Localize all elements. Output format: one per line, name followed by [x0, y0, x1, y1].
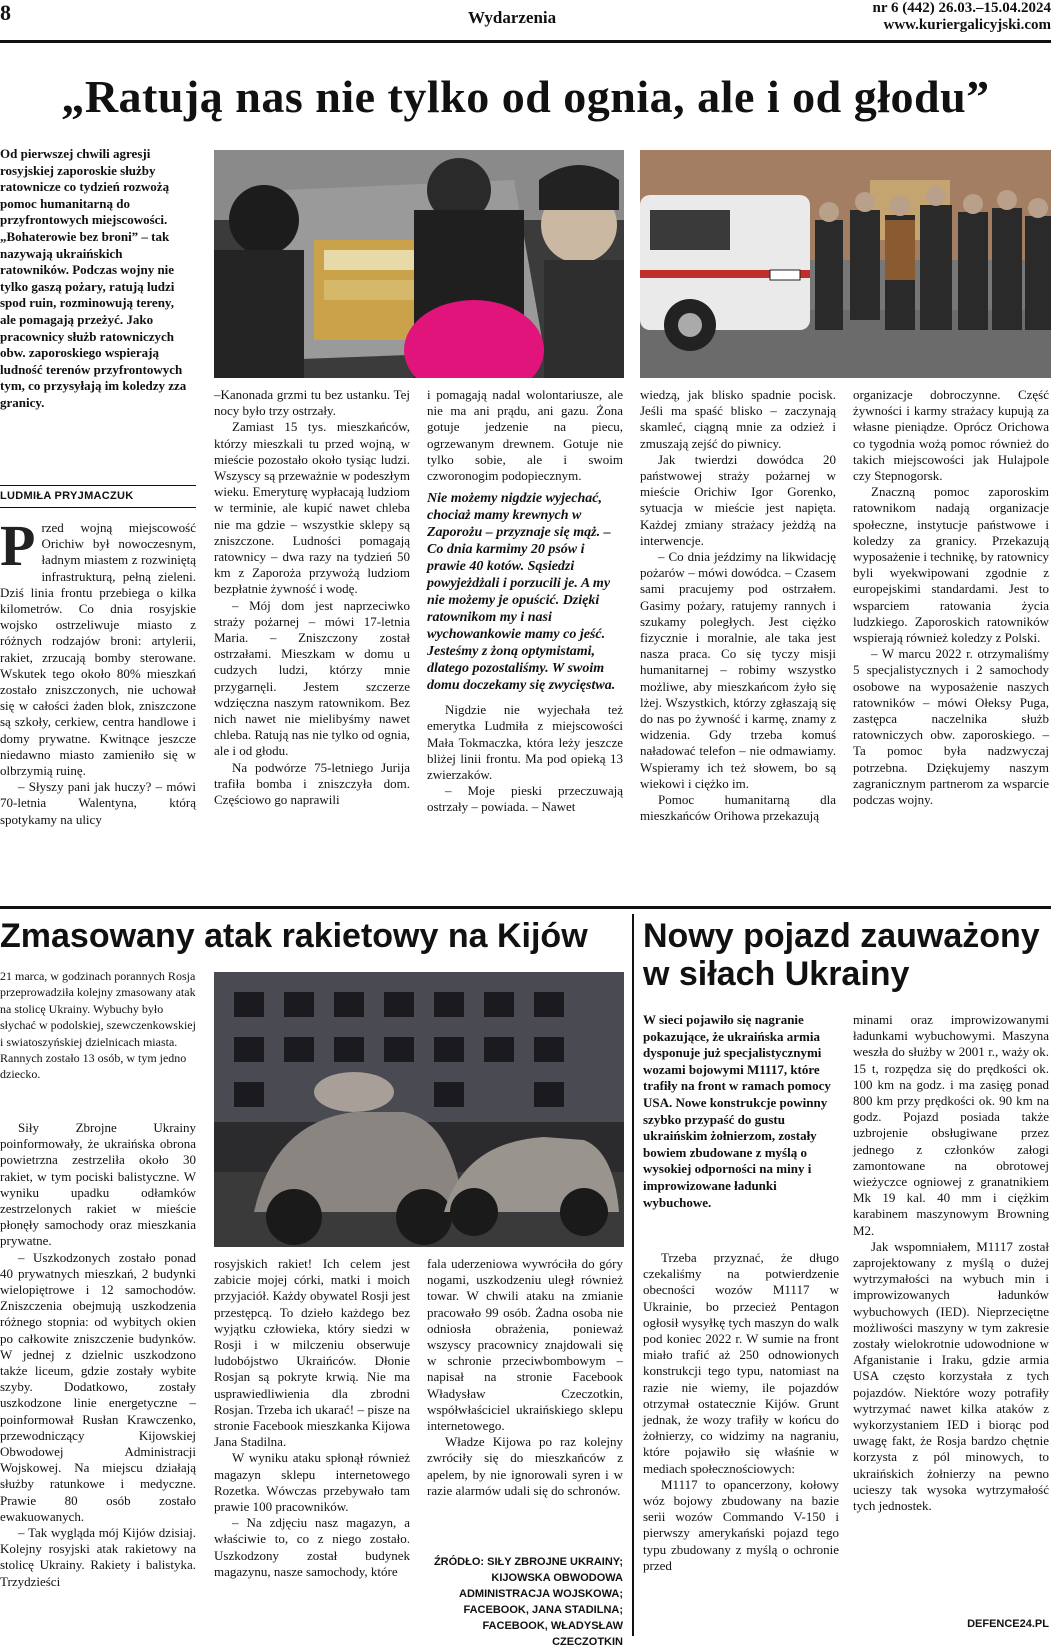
paragraph: Znaczną pomoc zaporoskim ratownikom nadają organizacje społeczne, instytucje państwowe i koledzy za granicy. Przekazują wyposażenie i technikę, by ratownicy byli wyekwipowani zgodnie z europejskimi standardami. Jest to wsparciem ratowania życia ludzkiego. Zaporoskich ratowników wspierają również koledzy z Polski. — [853, 484, 1050, 646]
dropcap-letter: P — [0, 513, 36, 578]
paragraph: – Uszkodzonych zostało ponad 40 prywatnych mieszkań, 2 budynki wielopiętrowe i 12 samochodów. Zniszczenia obejmują uszkodzenia różnego stopnia: od wybitych okien po całkowite zniszczenie budynków. W jednej z dzielnic uszkodzono także liceum, gdzie zostały wybite szyby. Dodatkowo, zostały uszkodzone linie energetyczne – poinformował Rusłan Krawczenko, przewodniczący Kijowskiej Obwodowej Administracji Wojskowej. Na miejscu działają służby ratunkowe i medyczne. Prawie 80 osób zostało ewakuowanych. — [0, 1249, 196, 1524]
paragraph: Nigdzie nie wyjechała też emerytka Ludmiła z miejscowości Mała Tokmaczka, która leży jeszcze bliżej linii frontu. Ma pod opieką 13 zwierzaków. — [427, 702, 623, 783]
paragraph: Jak twierdzi dowódca 20 państwowej straży pożarnej w mieście Orichiw Igor Gorenko, sytuacja w mieście jest napięta. Każdej zmiany strażacy jeżdżą na interwencje. — [640, 451, 836, 548]
paragraph: Zamiast 15 tys. mieszkańców, którzy mieszkali tu przed wojną, w mieście pozostało około tysiąc ludzi. Wszyscy są przeważnie w podeszłym wieku. Emeryturę wypłacają ludziom w terminie, ale kupić nawet chleba nie ma gdzie – wszystkie sklepy są zniszczone. Ludności pomagają ratownicy – dwa razy na tydzień 50 km z Zaporoża przywożą ludziom bezpłatnie żywność i wodę. — [214, 419, 410, 597]
pull-quote: Nie możemy nigdzie wyjechać, chociaż mamy krewnych w Zaporożu – przyznaje się mąż. – Co dnia karmimy 20 psów i prawie 40 kotów. Sąsiedzi powyjeżdżali i porzucili je. A my nie możemy je opuścić. Dzięki ratownikom my i nasi wychowankowie mamy co jeść. Jesteśmy z żoną optymistami, dlatego pozostaliśmy. W swoim domu doczekamy się zwycięstwa. — [427, 491, 616, 694]
article2-lead: 21 marca, w godzinach porannych Rosja przeprowadziła kolejny zmasowany atak na stolicę Ukrainy. Wybuchy było słychać w podolskiej, szewczenkowskiej i swiatoszyńskiej dzielnicach miasta. Rannych zostało 13 osób, w tym jedno dziecko. — [0, 969, 196, 1082]
paragraph: wiedzą, jak blisko spadnie pocisk. Jeśli ma spaść blisko – zaczynają skamleć, ciągną mnie za odzież i zmuszają zejść do piwnicy. — [640, 387, 836, 451]
paragraph: – Tak wygląda mój Kijów dzisiaj. Kolejny rosyjski atak rakietowy na stolicę Ukrainy. Rakiety i balistyka. Trzydzieści — [0, 1525, 196, 1589]
article1-col4 — [640, 387, 836, 824]
article1-col1 — [0, 513, 196, 828]
issue-number: nr 6 (442) 26.03.–15.04.2024 — [872, 0, 1051, 16]
article2-title: Zmasowany atak rakietowy na Kijów — [0, 917, 588, 955]
paragraph: minami oraz improwizowanymi ładunkami wybuchowymi. Maszyna weszła do służby w 2001 r., waży ok. 15 t, rozpędza się do prędkości ok. 100 km na godz. i ma zasięg ponad 800 km przy prędkości ok. 90 km na godz. Pojazd posiada także uzbrojenie obsługiwane przez jednego z członków załogi zamontowane na obrotowej wieżyczce ogniowej z granatnikiem Mk 19 kal. 40 mm i ciężkim karabinem maszynowym Browning M2. — [853, 1012, 1049, 1238]
article3-lead: W sieci pojawiło się nagranie pokazujące, że ukraińska armia dysponuje już specjalistycznymi wozami bojowymi M1117, które trafiły na front w ramach pomocy USA. Nowe konstrukcje powinny szybko przypaść do gustu ukraińskim żołnierzom, zostały bowiem zbudowane z myślą o wysokiej odporności na miny i improwizowane ładunki wybuchowe. — [643, 1012, 831, 1210]
article3-col2 — [853, 1012, 1049, 1514]
column-divider — [632, 914, 634, 1636]
photo-rescuers-aid — [214, 150, 624, 378]
article2-col2 — [214, 1256, 410, 1580]
paragraph: fala uderzeniowa wywróciła do góry nogami, uszkodzeniu uległ również towar. W chwili ataku na zmianie pracowało 99 osób. Żadna osoba nie odniosła obrażenia, ponieważ wszyscy pracownicy znajdowali się w schronie przeciwbombowym – napisał na stronie Facebook Władysław Czeczotkin, współwłaściciel ukraińskiego sklepu internetowego. — [427, 1256, 623, 1434]
article3-col1 — [643, 1250, 839, 1574]
article1-title: „Ratują nas nie tylko od ognia, ale i od głodu” — [61, 71, 990, 122]
byline-rule-bottom — [0, 507, 196, 508]
article1-lead: Od pierwszej chwili agresji rosyjskiej zaporoskie służby ratownicze co tydzień rozwożą pomoc humanitarną do przyfrontowych miejscowości. „Bohaterowie bez broni” – tak nazywają ukraińskich ratowników. Podczas wojny nie tylko gaszą pożary, ratują ludzi spod ruin, rozminowują tereny, ale pomagają przeżyć. Jako pracownicy służb ratowniczych obw. zaporoskiego wspierają ludność terenów przyfrontowych tym, co przysyłają im koledzy zza granicy. — [0, 146, 187, 410]
article2-col3 — [427, 1256, 623, 1499]
photo-burned-cars — [214, 972, 624, 1247]
paragraph: W wyniku ataku spłonął również magazyn sklepu internetowego Rozetka. Wówczas przebywało tam prawie 100 pracowników. — [214, 1450, 410, 1515]
paragraph: Władze Kijowa po raz kolejny zwróciły się do mieszkańców z apelem, by nie ignorowali syren i w razie alarmów udali się do schronów. — [427, 1434, 623, 1498]
photo-queue-for-aid — [640, 150, 1051, 378]
section-name: Wydarzenia — [468, 8, 557, 27]
article1-col3 — [427, 387, 623, 816]
byline-rule — [0, 485, 196, 486]
paragraph: – W marcu 2022 r. otrzymaliśmy 5 specjalistycznych i 2 samochody osobowe na wyposażenie naszych ratowników – mówi Ołeksy Puga, zastępca naczelnika służb ratowniczych obw. zaporoskiego. – Ta pomoc była nadzwyczaj potrzebna. Dziękujemy naszym zagranicznym partnerom za wsparcie podczas wojny. — [853, 646, 1049, 808]
paragraph: – Mój dom jest naprzeciwko straży pożarnej – mówi 17-letnia Maria. – Zniszczony został ostrzałami. Mieszkam w domu u cudzych ludzi, którzy mnie przygarnęli. Jestem szczerze wdzięczna naszym ratownikom. Bez nich nawet nie mielibyśmy nawet chleba. Ratują nas nie tylko od ognia, ale i od głodu. — [214, 597, 410, 759]
paragraph: rosyjskich rakiet! Ich celem jest zabicie mojej córki, matki i moich przyjaciół. Każdy obywatel Rosji jest przestępcą. To dzieło każdego bez wyjątku człowieka, który siedzi w Rosji i w milczeniu obserwuje ludobójstwo Ukraińców. Dłonie Rosjan są pokryte krwią. Nie ma usprawiedliwienia dla zbrodni Rosjan. Trzeba ich ukarać! – pisze na stronie Facebook mieszkanka Kijowa Jana Stadilna. — [214, 1256, 410, 1450]
paragraph: organizacje dobroczynne. Część żywności i karmy strażacy kupują za własne pieniądze. Oprócz Orichowa co tygodnia wożą pomoc również do takich miejscowości jak Hulajpole czy Stepnogorsk. — [853, 387, 1049, 484]
paragraph: Pomoc humanitarną dla mieszkańców Orihowa przekazują — [640, 792, 836, 824]
article3-title: Nowy pojazd zauważony w siłach Ukrainy — [643, 917, 1040, 993]
section-rule — [0, 906, 1051, 909]
paragraph: – Na zdjęciu nasz magazyn, a właściwie to, co z niego zostało. Uszkodzony został budynek magazynu, nasze samochody, które — [214, 1515, 410, 1579]
paragraph: M1117 to opancerzony, kołowy wóz bojowy zbudowany na bazie serii wozów Commando V-150 i pierwszy amerykański pojazd tego typu zbudowany z myślą o ochronie przed — [643, 1476, 839, 1573]
article2-col1 — [0, 1120, 196, 1590]
paragraph: – Słyszy pani jak huczy? – mówi 70-letnia Walentyna, którą spotykamy na ulicy — [0, 779, 196, 827]
paragraph: Siły Zbrojne Ukrainy poinformowały, że ukraińska obrona powietrzna zestrzeliła około 30 rakiet, w tym pociski balistyczne. W wyniku upadku odłamków zestrzelonych rakiet w mieście płonęły samochody oraz mieszkania prywatne. — [0, 1120, 196, 1249]
paragraph: –Kanonada grzmi tu bez ustanku. Tej nocy było trzy ostrzały. — [214, 387, 410, 419]
header-rule — [0, 40, 1051, 43]
paragraph: Jak wspomniałem, M1117 został zaprojektowany z myślą o dużej wytrzymałości na wybuch min i improwizowanych ładunków wybuchowych (IED). Nieprzeciętne możliwości maszyny w tym zakresie zostały wielokrotnie udowodnione w Afganistanie i Iraku, gdzie armia USA często korzystała z tych pojazdów. Niektóre wozy potrafiły wytrzymać nawet kilka ataków z wykorzystaniem IED i biorąc pod uwagę fakt, że Rosja bardzo chętnie korzysta z pól minowych, to ukraińskich żołnierzy na pewno ucieszy tak wysoka wytrzymałość tych jednostek. — [853, 1238, 1049, 1514]
article3-source: DEFENCE24.PL — [967, 1618, 1049, 1630]
article1-author: LUDMIŁA PRYJMACZUK — [0, 490, 134, 502]
paragraph: rzed wojną miejscowość Orichiw był nowoczesnym, ładnym miastem z rozwiniętą infrastrukturą, pełną zieleni. Dziś linia frontu przebiega o kilka kilometrów. Co dnia rosyjskie wojsko ostrzeliwuje miasto z różnych rodzajów broni: artylerii, rakiet, zrzucają bomby sterowane. Wskutek tego około 80% mieszkań zostało zniszczonych, nie uchował się w całości żaden blok, zniszczone są szkoły, cerkiew, centra handlowe i domy prywatne. Kwitnące jeszcze niedawno miasto zamieniło się w olbrzymią ruinę. — [0, 520, 196, 779]
paragraph: – Co dnia jeździmy na likwidację pożarów – mówi dowódca. – Czasem sami pracujemy pod ostrzałem. Gasimy pożary, ratujemy rannych i szukamy poległych. Jest ciężko fizycznie i moralnie, ale taka jest nasza praca. Co się tyczy misji humanitarnej – robimy wszystko możliwe, aby mieszkańcom żyło się lżej. Wszystkich, którzy zgłaszają się do nas po żywność i karmę, znamy z widzenia. Gdy trzeba komuś naładować telefon – nie odmawiamy. Wspieramy ich też słowem, bo są wiekowi i ciężko im. — [640, 549, 836, 791]
website: www.kuriergalicyjski.com — [883, 17, 1051, 33]
issue-info — [791, 0, 1051, 34]
article1-col5 — [853, 387, 1049, 808]
paragraph: Na podwórze 75-letniego Jurija trafiła bomba i zniszczyła dom. Częściowo go naprawili — [214, 759, 410, 808]
page-number: 8 — [0, 0, 11, 25]
paragraph: Trzeba przyznać, że długo czekaliśmy na potwierdzenie obecności wozów M1117 w Ukrainie, bo przecież Pentagon ogłosił wysyłkę tych maszyn do walk pod koniec 2022 r. W sumie na front miało trafić aż 250 odnowionych konstrukcji tego typu, natomiast na razie nie wiemy, ile pojazdów otrzymał ostatecznie Kijów. Grunt jednak, że wozy trafiły w końcu do żołnierzy, co widzimy na nagraniu, które pojawiło się właśnie w mediach społecznościowych: — [643, 1250, 839, 1476]
article2-source: ŹRÓDŁO: SIŁY ZBROJNE UKRAINY; KIJOWSKA OBWODOWA ADMINISTRACJA WOJSKOWA; FACEBOOK, JANA STADILNA; FACEBOOK, WŁADYSŁAW CZECZOTKIN — [433, 1556, 623, 1648]
article1-col2 — [214, 387, 410, 808]
paragraph: i pomagają nadal wolontariusze, ale nie ma ani prądu, ani gazu. Żona gotuje jedzenie na piecu, ogrzewanym drewnem. Gotuje nie tylko sobie, ale i swoim czworonogim podopiecznym. — [427, 387, 623, 484]
paragraph: – Moje pieski przeczuwają ostrzały – powiada. – Nawet — [427, 783, 623, 815]
